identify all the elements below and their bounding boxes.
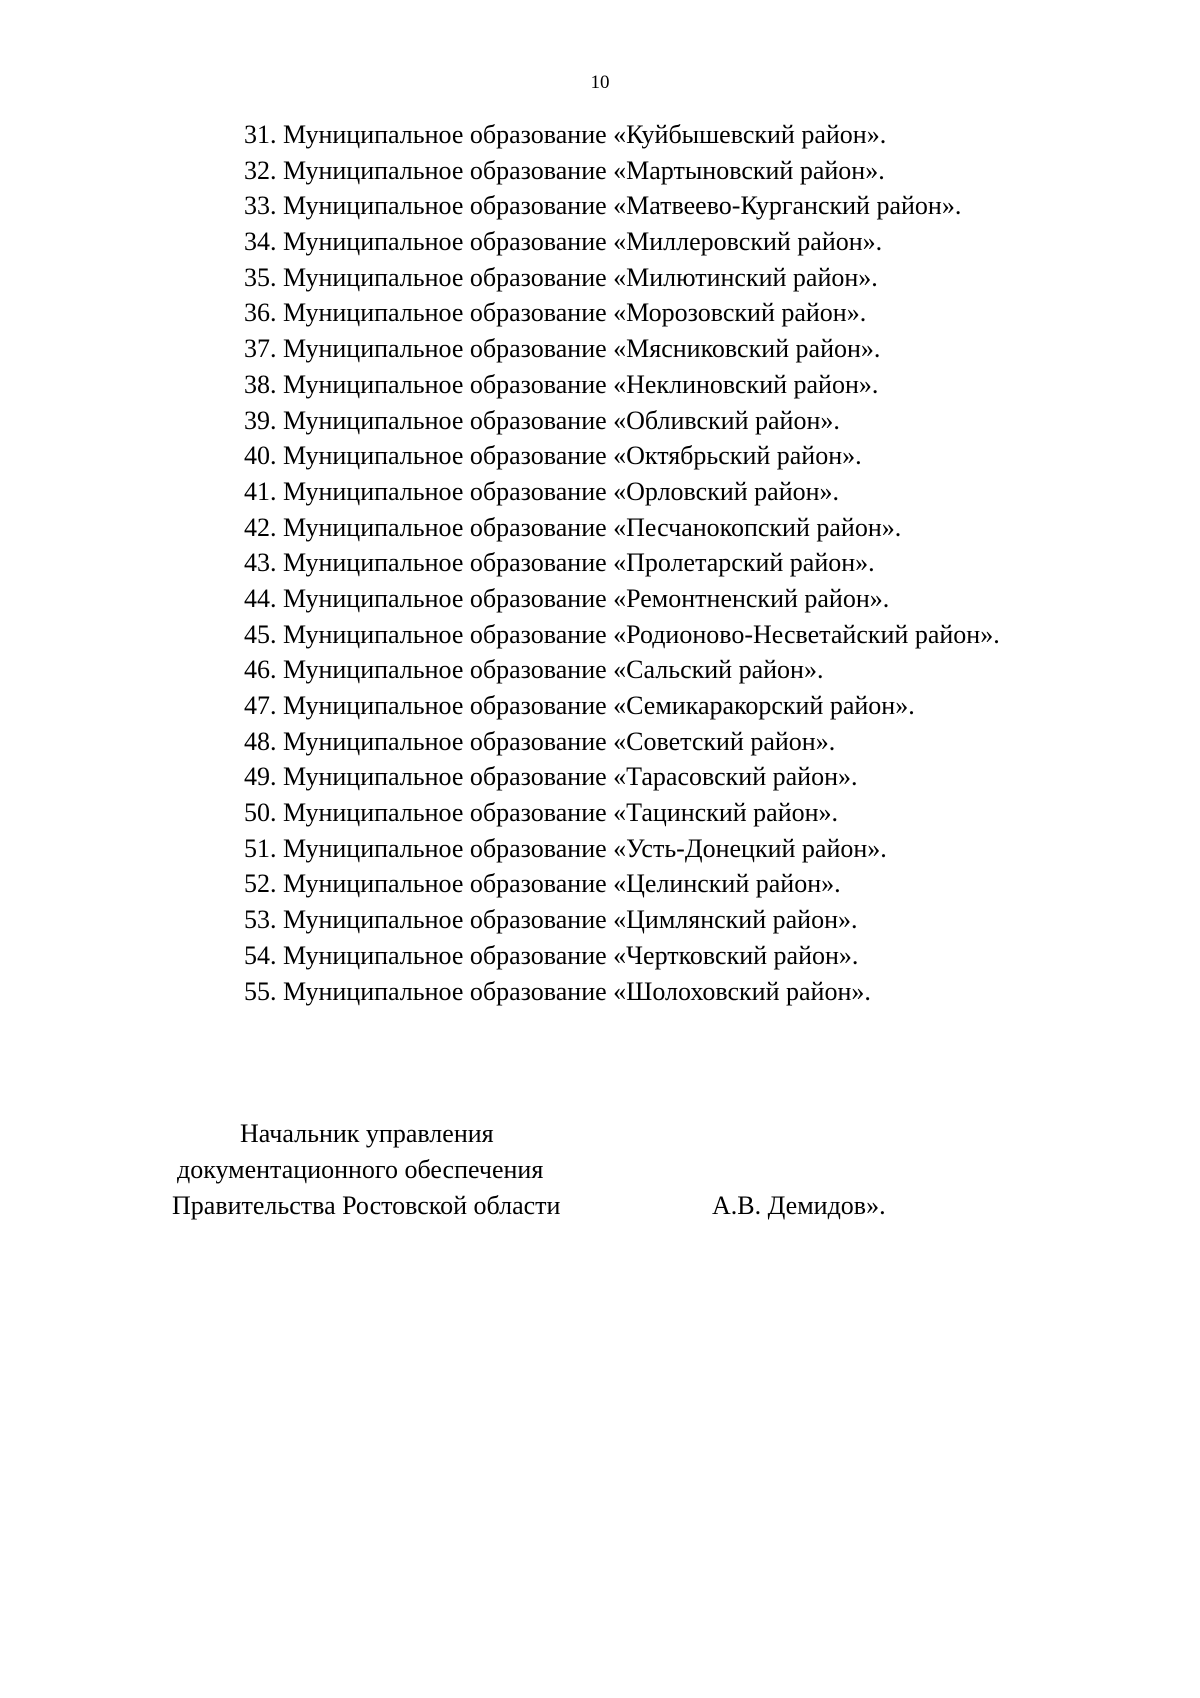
list-item: [244, 902, 1000, 938]
list-item: [244, 545, 1000, 581]
list-item-number: 36.: [244, 298, 277, 328]
list-item: [244, 724, 1000, 760]
list-item-number: 31.: [244, 120, 277, 149]
list-item-text: Муниципальное образование «Песчанокопский район».: [283, 512, 902, 542]
list-item: [244, 260, 1000, 296]
list-item-number: 35.: [244, 262, 277, 292]
list-item: [244, 117, 1000, 153]
list-item-number: 33.: [244, 191, 277, 221]
list-item-number: 34.: [244, 227, 277, 257]
list-item: [244, 795, 1000, 831]
list-item-number: 42.: [244, 512, 277, 542]
list-item-number: 46.: [244, 655, 277, 685]
list-item-text: Муниципальное образование «Целинский район».: [283, 869, 841, 899]
signatory-name: А.В. Демидов».: [712, 1191, 886, 1220]
list-item-text: Муниципальное образование «Неклиновский район».: [283, 369, 879, 399]
list-item-number: 53.: [244, 905, 277, 935]
list-item: [244, 831, 1000, 867]
municipality-list: [244, 117, 1000, 1009]
list-item: [244, 367, 1000, 403]
list-item: [244, 224, 1000, 260]
list-item-text: Муниципальное образование «Пролетарский район».: [283, 548, 875, 578]
list-item: [244, 188, 1000, 224]
page-number: 10: [590, 72, 610, 93]
list-item-number: 49.: [244, 762, 277, 792]
list-item-text: Муниципальное образование «Усть-Донецкий район».: [283, 833, 887, 863]
list-item-number: 50.: [244, 798, 277, 828]
list-item-text: Муниципальное образование «Мясниковский район».: [283, 334, 881, 364]
list-item-text: Муниципальное образование «Орловский район».: [283, 476, 840, 506]
list-item: [244, 295, 1000, 331]
list-item-text: Муниципальное образование «Чертковский район».: [283, 940, 859, 970]
list-item-number: 51.: [244, 833, 277, 863]
list-item: [244, 617, 1000, 653]
signatory-title-line-2: документационного обеспечения: [177, 1155, 544, 1184]
list-item: [244, 938, 1000, 974]
list-item-text: Муниципальное образование «Морозовский район».: [283, 298, 867, 328]
list-item: [244, 331, 1000, 367]
list-item: [244, 403, 1000, 439]
list-item: [244, 153, 1000, 189]
list-item-number: 45.: [244, 619, 277, 649]
list-item-text: Муниципальное образование «Тацинский район».: [283, 798, 839, 828]
list-item-text: Муниципальное образование «Сальский район».: [283, 655, 824, 685]
list-item-text: Муниципальное образование «Обливский район».: [283, 405, 840, 435]
list-item-text: Муниципальное образование «Мартыновский район».: [283, 155, 885, 185]
list-item: [244, 974, 1000, 1010]
list-item-number: 41.: [244, 476, 277, 506]
list-item-text: Муниципальное образование «Родионово-Несветайский район».: [283, 619, 1000, 649]
list-item-number: 44.: [244, 583, 277, 613]
list-item-text: Муниципальное образование «Советский район».: [283, 726, 836, 756]
list-item-number: 52.: [244, 869, 277, 899]
list-item-number: 40.: [244, 441, 277, 471]
list-item-text: Муниципальное образование «Матвеево-Курганский район».: [283, 191, 962, 221]
list-item: [244, 866, 1000, 902]
list-item: [244, 474, 1000, 510]
signatory-title-line-1: Начальник управления: [240, 1119, 494, 1148]
list-item-number: 43.: [244, 548, 277, 578]
list-item-number: 32.: [244, 155, 277, 185]
list-item-number: 55.: [244, 976, 277, 1006]
list-item-text: Муниципальное образование «Ремонтненский район».: [283, 583, 890, 613]
list-item-text: Муниципальное образование «Куйбышевский район».: [283, 120, 887, 149]
list-item: [244, 510, 1000, 546]
list-item: [244, 759, 1000, 795]
list-item-number: 47.: [244, 691, 277, 720]
list-item-text: Муниципальное образование «Тарасовский район».: [283, 762, 858, 792]
list-item-text: Муниципальное образование «Семикаракорский район».: [283, 691, 915, 720]
list-item-number: 48.: [244, 726, 277, 756]
list-item: [244, 438, 1000, 474]
list-item: [244, 652, 1000, 688]
list-item-text: Муниципальное образование «Цимлянский район».: [283, 905, 858, 935]
list-item-number: 54.: [244, 940, 277, 970]
list-item-text: Муниципальное образование «Октябрьский район».: [283, 441, 862, 471]
list-item: [244, 688, 1000, 724]
list-item-number: 37.: [244, 334, 277, 364]
list-item-text: Муниципальное образование «Шолоховский район».: [283, 976, 871, 1006]
list-item: [244, 581, 1000, 617]
list-item-number: 38.: [244, 369, 277, 399]
list-item-number: 39.: [244, 405, 277, 435]
list-item-text: Муниципальное образование «Миллеровский район».: [283, 227, 883, 257]
list-item-text: Муниципальное образование «Милютинский район».: [283, 262, 878, 292]
signatory-title-line-3: Правительства Ростовской области: [172, 1191, 561, 1220]
